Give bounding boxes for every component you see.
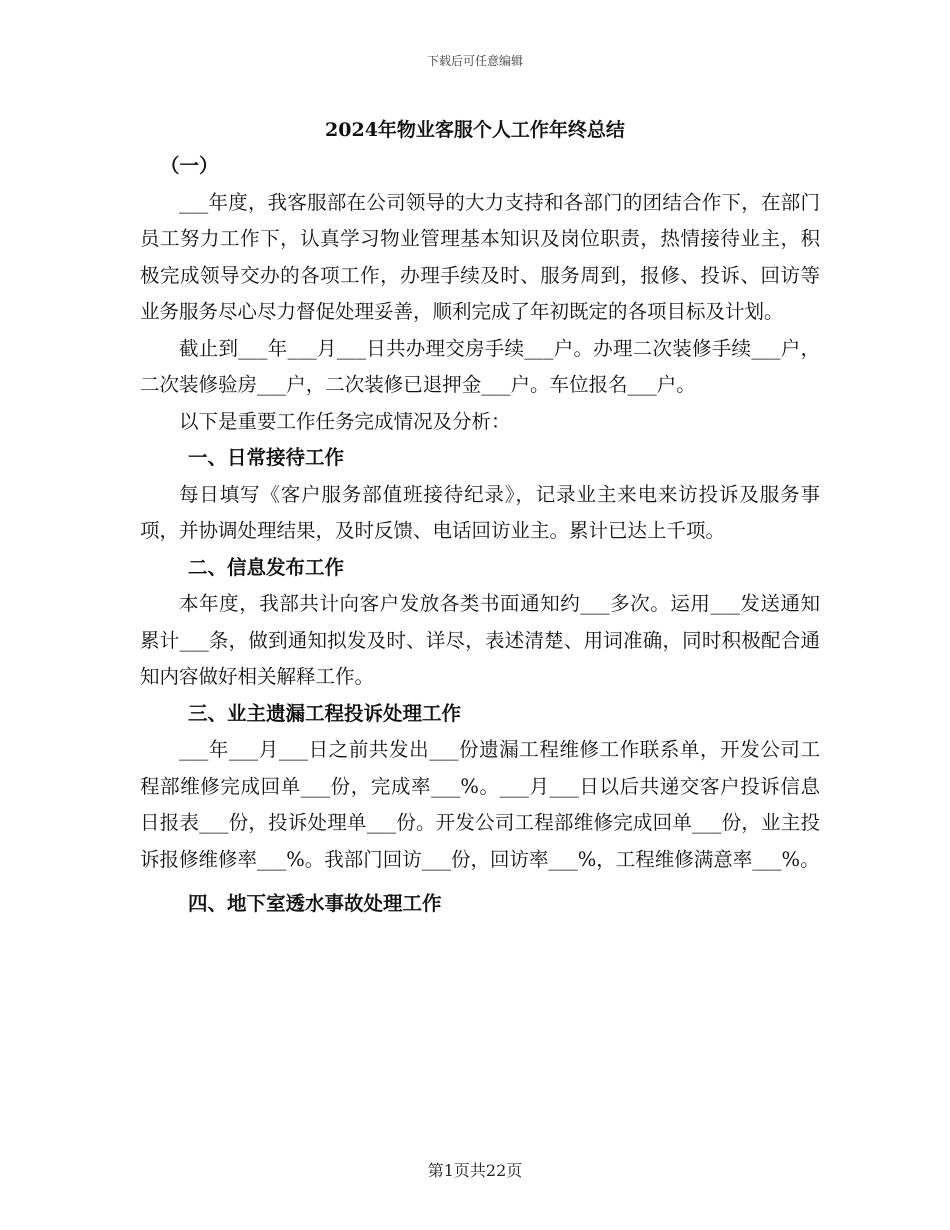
page-header: 下载后可任意编辑: [426, 54, 523, 68]
section-spacer: [140, 878, 820, 886]
part-label: （一）: [160, 154, 219, 177]
document-title: 2024年物业客服个人工作年终总结: [325, 119, 625, 141]
section-2-paragraph: 本年度，我部共计向客户发放各类书面通知约___多次。运用___发送通知累计___条，做到通知拟发及时、详尽，表述清楚、用词准确，同时积极配合通知内容做好相关解释工作。: [140, 592, 820, 688]
section-heading-3: 三、业主遗漏工程投诉处理工作: [188, 701, 462, 725]
section-1-paragraph: 每日填写《客户服务部值班接待纪录》，记录业主来电来访投诉及服务事项，并协调处理结果，及时反馈、电话回访业主。累计已达上千项。: [140, 482, 820, 542]
section-heading-2: 二、信息发布工作: [188, 555, 345, 579]
section-heading-1: 一、日常接待工作: [188, 446, 345, 469]
intro-paragraph-2: 截止到___年___月___日共办理交房手续___户。办理二次装修手续___户，二次装修验房___户，二次装修已退押金___户。车位报名___户。: [140, 336, 820, 396]
intro-paragraph-1: ___年度，我客服部在公司领导的大力支持和各部门的团结合作下，在部门员工努力工作下，认真学习物业管理基本知识及岗位职责，热情接待业主，积极完成领导交办的各项工作，办理手续及时、服务周到，报修、投诉、回访等业务服务尽心尽力督促处理妥善，顺利完成了年初既定的各项目标及计划。: [140, 190, 820, 323]
intro-paragraph-3: 以下是重要工作任务完成情况及分析：: [179, 409, 511, 433]
document-body: [140, 148, 820, 923]
section-3-paragraph: ___年___月___日之前共发出___份遗漏工程维修工作联系单，开发公司工程部维修完成回单___份，完成率___%。___月___日以后共递交客户投诉信息日报表___份，投诉处理单___份。开发公司工程部维修完成回单___份，业主投诉报修维修率___%。我部门回访___份，回访率___%，工程维修满意率___%。: [140, 738, 820, 871]
page-footer: 第1页共22页: [427, 1161, 523, 1180]
section-heading-4: 四、地下室透水事故处理工作: [188, 892, 442, 915]
